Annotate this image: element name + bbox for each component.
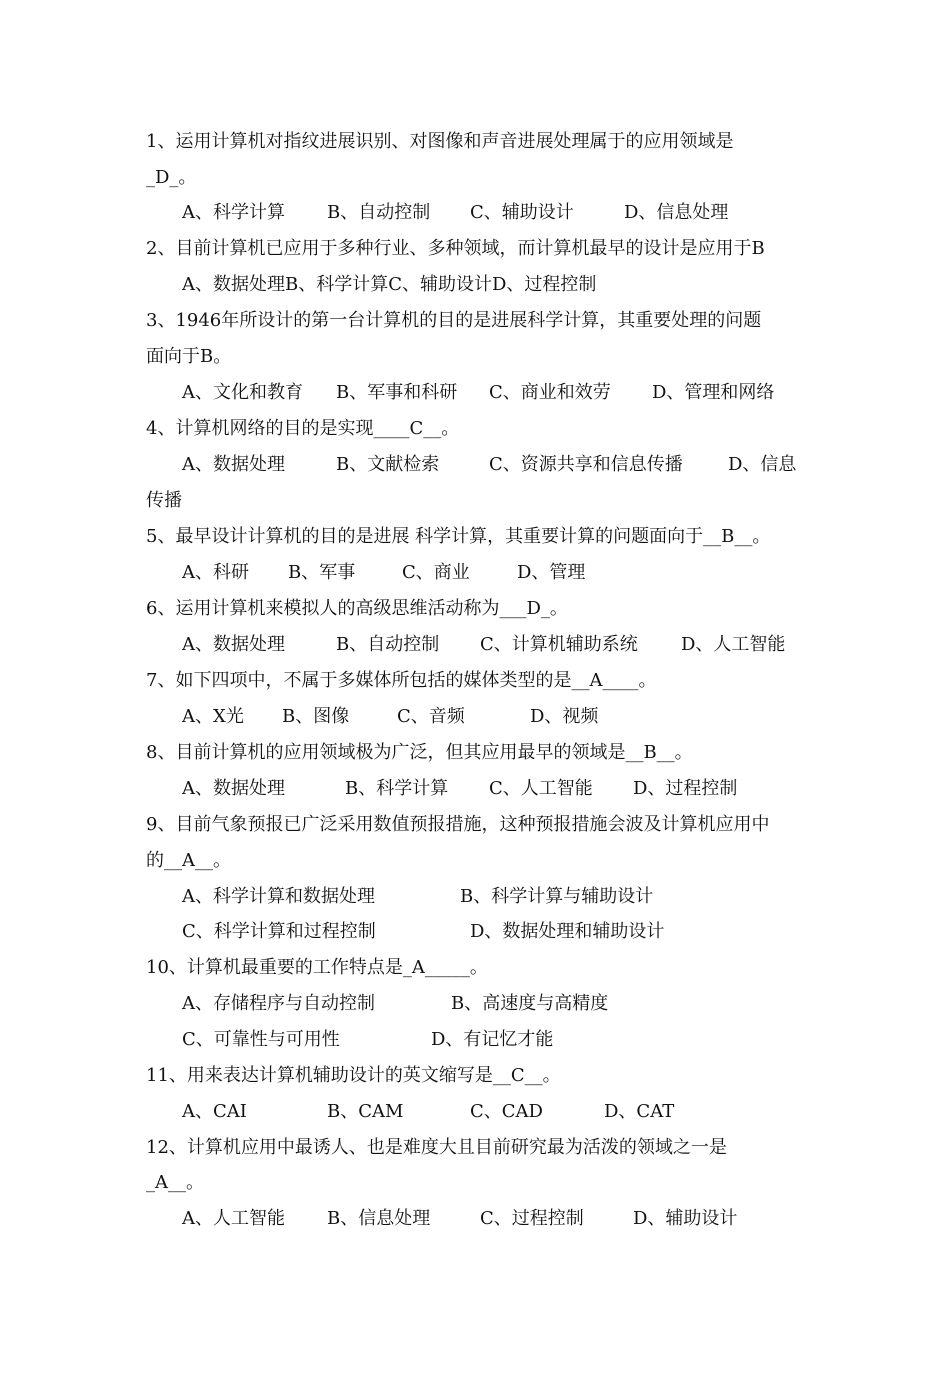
question-10-line-1: 10、计算机最重要的工作特点是_A_____。 [146, 957, 488, 978]
question-11-options [0, 1097, 675, 1127]
option-a: A、科研 [182, 562, 249, 583]
option-a: A、数据处理 [182, 778, 285, 799]
options-text: A、数据处理B、科学计算C、辅助设计D、过程控制 [182, 274, 597, 295]
option-d: D、CAT [604, 1101, 675, 1122]
question-3-line-2: 面向于B。 [146, 346, 232, 367]
question-8-line-1: 8、目前计算机的应用领域极为广泛，但其应用最早的领域是__B__。 [146, 742, 693, 763]
option-a: A、数据处理 [182, 634, 285, 655]
option-a: A、存储程序与自动控制 [182, 993, 375, 1014]
option-c: C、资源共享和信息传播 [489, 454, 683, 475]
question-9-options-row-2 [0, 917, 665, 947]
question-9-line-2: 的__A__。 [146, 850, 231, 871]
question-12-options [0, 1204, 738, 1234]
question-1-options [0, 198, 729, 228]
option-c: C、商业 [402, 562, 470, 583]
option-d: D、管理和网络 [652, 382, 775, 403]
question-3-line-1: 3、1946年所设计的第一台计算机的目的是进展科学计算，其重要处理的问题 [146, 310, 762, 331]
option-d: D、信息 [728, 454, 797, 475]
option-c: C、可靠性与可用性 [182, 1029, 340, 1050]
question-10-options-row-2 [0, 1025, 554, 1055]
question-5-options [0, 558, 586, 588]
question-9-line-1: 9、目前气象预报已广泛采用数值预报措施，这种预报措施会波及计算机应用中 [146, 814, 770, 835]
option-a: A、文化和教育 [182, 382, 303, 403]
question-6-options [0, 630, 786, 660]
option-d: D、有记忆才能 [431, 1029, 554, 1050]
option-b: B、军事和科研 [336, 382, 458, 403]
option-a: A、数据处理 [182, 454, 285, 475]
option-a: A、人工智能 [182, 1208, 285, 1229]
option-b: B、科学计算 [345, 778, 449, 799]
option-b: B、图像 [282, 706, 350, 727]
question-6-line-1: 6、运用计算机来模拟人的高级思维活动称为___D_。 [146, 598, 568, 619]
option-a: A、X光 [182, 706, 244, 727]
question-2-options [0, 270, 597, 300]
option-b: B、信息处理 [327, 1208, 431, 1229]
option-c: C、音频 [397, 706, 465, 727]
question-3-options [0, 378, 775, 408]
option-b: B、军事 [288, 562, 356, 583]
option-b: B、文献检索 [336, 454, 440, 475]
question-10-options-row-1 [0, 989, 609, 1019]
option-d: D、管理 [517, 562, 586, 583]
option-d: D、人工智能 [681, 634, 786, 655]
option-a: A、科学计算和数据处理 [182, 886, 375, 907]
option-b: B、自动控制 [327, 202, 431, 223]
question-7-options [0, 702, 599, 732]
option-c: C、CAD [470, 1101, 543, 1122]
question-11-line-1: 11、用来表达计算机辅助设计的英文缩写是__C__。 [146, 1065, 561, 1086]
option-c: C、过程控制 [480, 1208, 584, 1229]
question-4-options [0, 450, 797, 480]
option-c: C、计算机辅助系统 [480, 634, 638, 655]
option-d: D、信息处理 [624, 202, 729, 223]
question-8-options [0, 774, 738, 804]
question-2-line-1: 2、目前计算机已应用于多种行业、多种领域，而计算机最早的设计是应用于B [146, 238, 765, 259]
option-c: C、辅助设计 [470, 202, 574, 223]
question-4-continuation: 传播 [146, 490, 182, 511]
option-a: A、CAI [182, 1101, 247, 1122]
question-12-line-1: 12、计算机应用中最诱人、也是难度大且目前研究最为活泼的领域之一是 [146, 1137, 727, 1158]
option-b: B、高速度与高精度 [451, 993, 609, 1014]
question-5-line-1: 5、最早设计计算机的目的是进展 科学计算，其重要计算的问题面向于__B__。 [146, 526, 771, 547]
question-1-line-2: _D_。 [146, 167, 197, 188]
question-7-line-1: 7、如下四项中，不属于多媒体所包括的媒体类型的是__A____。 [146, 670, 657, 691]
option-d: D、数据处理和辅助设计 [470, 921, 665, 942]
option-d: D、辅助设计 [633, 1208, 738, 1229]
option-a: A、科学计算 [182, 202, 285, 223]
option-b: B、科学计算与辅助设计 [460, 886, 654, 907]
option-d: D、过程控制 [633, 778, 738, 799]
question-1-line-1: 1、运用计算机对指纹进展识别、对图像和声音进展处理属于的应用领域是 [146, 131, 734, 152]
question-12-line-2: _A__。 [146, 1172, 204, 1193]
option-c: C、科学计算和过程控制 [182, 921, 376, 942]
option-c: C、人工智能 [489, 778, 593, 799]
option-b: B、CAM [327, 1101, 404, 1122]
question-9-options-row-1 [0, 882, 654, 912]
option-c: C、商业和效劳 [489, 382, 611, 403]
option-b: B、自动控制 [336, 634, 440, 655]
question-4-line-1: 4、计算机网络的目的是实现____C__。 [146, 418, 460, 439]
option-d: D、视频 [530, 706, 599, 727]
